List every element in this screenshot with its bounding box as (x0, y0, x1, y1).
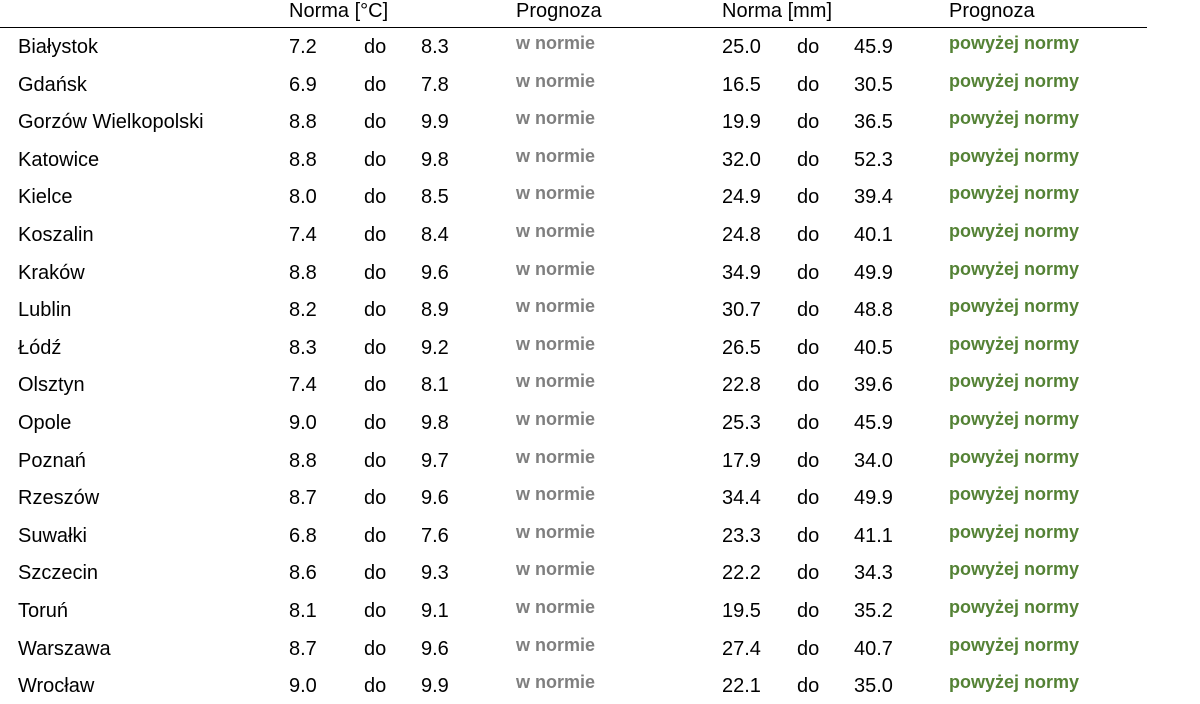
precipitation-forecast-cell: powyżej normy (949, 145, 1080, 166)
temperature-forecast-cell: w normie (516, 33, 596, 53)
precipitation-forecast-cell: powyżej normy (949, 371, 1080, 392)
precipitation-range-separator: do (797, 487, 820, 510)
temperature-range-separator: do (364, 73, 387, 96)
temperature-max-cell: 8.9 (421, 299, 449, 322)
precipitation-range-separator: do (797, 675, 820, 698)
temperature-forecast-cell: w normie (516, 484, 596, 505)
temperature-min-cell: 7.4 (289, 374, 317, 397)
precipitation-range-separator: do (797, 374, 820, 397)
city-cell: Katowice (18, 148, 100, 171)
temperature-range-separator: do (364, 637, 387, 660)
precipitation-min-cell: 22.1 (722, 675, 761, 698)
temperature-forecast-cell: w normie (516, 296, 596, 317)
temperature-range-separator: do (364, 186, 387, 209)
table-row (0, 27, 1200, 65)
temperature-range-separator: do (364, 374, 387, 397)
precipitation-max-cell: 41.1 (854, 524, 893, 547)
temperature-range-separator: do (364, 261, 387, 284)
precipitation-min-cell: 16.5 (722, 73, 761, 96)
temperature-forecast-cell: w normie (516, 108, 596, 129)
temperature-forecast-cell: w normie (516, 408, 596, 429)
precipitation-forecast-cell: powyżej normy (949, 596, 1080, 617)
temperature-range-separator: do (364, 148, 387, 171)
table-row (0, 140, 1200, 178)
precipitation-max-cell: 49.9 (854, 261, 893, 284)
table-row (0, 290, 1200, 328)
precipitation-min-cell: 30.7 (722, 299, 761, 322)
temperature-range-separator: do (364, 299, 387, 322)
precipitation-range-separator: do (797, 186, 820, 209)
city-cell: Lublin (18, 299, 72, 322)
temperature-range-separator: do (364, 449, 387, 472)
temperature-min-cell: 6.9 (289, 73, 317, 96)
header-norma-temperature: Norma [°C] (289, 0, 389, 22)
temperature-forecast-cell: w normie (516, 371, 596, 392)
precipitation-min-cell: 22.8 (722, 374, 761, 397)
temperature-forecast-cell: w normie (516, 596, 596, 617)
precipitation-max-cell: 48.8 (854, 299, 893, 322)
temperature-range-separator: do (364, 111, 387, 134)
precipitation-range-separator: do (797, 148, 820, 171)
temperature-min-cell: 8.7 (289, 487, 317, 510)
temperature-range-separator: do (364, 36, 387, 58)
city-cell: Koszalin (18, 223, 94, 246)
temperature-max-cell: 9.7 (421, 449, 449, 472)
temperature-forecast-cell: w normie (516, 70, 596, 91)
precipitation-max-cell: 30.5 (854, 73, 893, 96)
precipitation-forecast-cell: powyżej normy (949, 70, 1080, 91)
precipitation-max-cell: 52.3 (854, 148, 893, 171)
temperature-min-cell: 8.8 (289, 449, 317, 472)
temperature-max-cell: 9.8 (421, 148, 449, 171)
precipitation-max-cell: 35.2 (854, 599, 893, 622)
precipitation-min-cell: 25.0 (722, 36, 761, 58)
temperature-range-separator: do (364, 524, 387, 547)
city-cell: Gdańsk (18, 73, 87, 96)
table-row (0, 328, 1200, 366)
city-cell: Wrocław (18, 675, 95, 698)
precipitation-max-cell: 45.9 (854, 411, 893, 434)
temperature-forecast-cell: w normie (516, 634, 596, 655)
table-header (0, 0, 1147, 28)
table-row (0, 478, 1200, 516)
precipitation-range-separator: do (797, 637, 820, 660)
precipitation-range-separator: do (797, 111, 820, 134)
precipitation-max-cell: 34.3 (854, 562, 893, 585)
precipitation-range-separator: do (797, 336, 820, 359)
temperature-max-cell: 7.6 (421, 524, 449, 547)
precipitation-max-cell: 39.6 (854, 374, 893, 397)
precipitation-range-separator: do (797, 599, 820, 622)
temperature-forecast-cell: w normie (516, 258, 596, 279)
city-cell: Rzeszów (18, 487, 100, 510)
precipitation-min-cell: 34.9 (722, 261, 761, 284)
precipitation-max-cell: 45.9 (854, 36, 893, 58)
precipitation-min-cell: 26.5 (722, 336, 761, 359)
precipitation-min-cell: 19.9 (722, 111, 761, 134)
precipitation-min-cell: 17.9 (722, 449, 761, 472)
table-body (0, 27, 1200, 704)
temperature-max-cell: 9.2 (421, 336, 449, 359)
city-cell: Suwałki (18, 524, 87, 547)
city-cell: Szczecin (18, 562, 99, 585)
city-cell: Gorzów Wielkopolski (18, 111, 204, 134)
table-row (0, 666, 1200, 704)
city-cell: Kraków (18, 261, 85, 284)
precipitation-min-cell: 24.9 (722, 186, 761, 209)
temperature-forecast-cell: w normie (516, 672, 596, 693)
temperature-min-cell: 8.6 (289, 562, 317, 585)
temperature-min-cell: 8.1 (289, 599, 317, 622)
temperature-range-separator: do (364, 336, 387, 359)
precipitation-max-cell: 40.7 (854, 637, 893, 660)
table-row (0, 365, 1200, 403)
precipitation-range-separator: do (797, 36, 820, 58)
precipitation-min-cell: 32.0 (722, 148, 761, 171)
precipitation-max-cell: 36.5 (854, 111, 893, 134)
precipitation-max-cell: 49.9 (854, 487, 893, 510)
precipitation-forecast-cell: powyżej normy (949, 559, 1080, 580)
precipitation-forecast-cell: powyżej normy (949, 484, 1080, 505)
precipitation-range-separator: do (797, 449, 820, 472)
temperature-max-cell: 9.3 (421, 562, 449, 585)
precipitation-forecast-cell: powyżej normy (949, 108, 1080, 129)
header-prognoza-temperature: Prognoza (516, 0, 602, 22)
table-row (0, 403, 1200, 441)
temperature-range-separator: do (364, 675, 387, 698)
temperature-min-cell: 9.0 (289, 675, 317, 698)
city-cell: Olsztyn (18, 374, 85, 397)
header-prognoza-precipitation: Prognoza (949, 0, 1035, 22)
temperature-min-cell: 8.2 (289, 299, 317, 322)
table-row (0, 591, 1200, 629)
temperature-forecast-cell: w normie (516, 559, 596, 580)
temperature-forecast-cell: w normie (516, 183, 596, 204)
temperature-max-cell: 8.5 (421, 186, 449, 209)
precipitation-max-cell: 35.0 (854, 675, 893, 698)
table-row (0, 553, 1200, 591)
precipitation-forecast-cell: powyżej normy (949, 33, 1080, 53)
temperature-forecast-cell: w normie (516, 333, 596, 354)
temperature-min-cell: 8.8 (289, 111, 317, 134)
precipitation-forecast-cell: powyżej normy (949, 672, 1080, 693)
temperature-forecast-cell: w normie (516, 521, 596, 542)
precipitation-max-cell: 40.1 (854, 223, 893, 246)
temperature-min-cell: 8.8 (289, 261, 317, 284)
table-row (0, 102, 1200, 140)
precipitation-forecast-cell: powyżej normy (949, 258, 1080, 279)
temperature-max-cell: 8.1 (421, 374, 449, 397)
temperature-forecast-cell: w normie (516, 446, 596, 467)
temperature-min-cell: 8.0 (289, 186, 317, 209)
table-row (0, 65, 1200, 103)
city-cell: Białystok (18, 36, 99, 58)
precipitation-forecast-cell: powyżej normy (949, 296, 1080, 317)
temperature-range-separator: do (364, 487, 387, 510)
precipitation-min-cell: 22.2 (722, 562, 761, 585)
table-row (0, 516, 1200, 554)
precipitation-min-cell: 19.5 (722, 599, 761, 622)
city-cell: Łódź (18, 336, 62, 359)
temperature-min-cell: 9.0 (289, 411, 317, 434)
precipitation-range-separator: do (797, 223, 820, 246)
precipitation-range-separator: do (797, 411, 820, 434)
temperature-max-cell: 9.6 (421, 637, 449, 660)
header-norma-precipitation: Norma [mm] (722, 0, 832, 22)
temperature-max-cell: 7.8 (421, 73, 449, 96)
precipitation-min-cell: 24.8 (722, 223, 761, 246)
precipitation-range-separator: do (797, 562, 820, 585)
temperature-max-cell: 9.6 (421, 261, 449, 284)
precipitation-max-cell: 40.5 (854, 336, 893, 359)
temperature-max-cell: 9.9 (421, 111, 449, 134)
precipitation-forecast-cell: powyżej normy (949, 183, 1080, 204)
precipitation-forecast-cell: powyżej normy (949, 446, 1080, 467)
temperature-forecast-cell: w normie (516, 145, 596, 166)
precipitation-forecast-cell: powyżej normy (949, 634, 1080, 655)
precipitation-forecast-cell: powyżej normy (949, 408, 1080, 429)
precipitation-range-separator: do (797, 524, 820, 547)
temperature-min-cell: 8.3 (289, 336, 317, 359)
temperature-min-cell: 6.8 (289, 524, 317, 547)
temperature-forecast-cell: w normie (516, 220, 596, 241)
temperature-max-cell: 9.1 (421, 599, 449, 622)
temperature-min-cell: 8.7 (289, 637, 317, 660)
temperature-range-separator: do (364, 223, 387, 246)
precipitation-range-separator: do (797, 73, 820, 96)
table-row (0, 629, 1200, 667)
city-cell: Toruń (18, 599, 69, 622)
table-row (0, 253, 1200, 291)
temperature-range-separator: do (364, 599, 387, 622)
precipitation-min-cell: 27.4 (722, 637, 761, 660)
temperature-max-cell: 8.4 (421, 223, 449, 246)
table-row (0, 215, 1200, 253)
precipitation-forecast-cell: powyżej normy (949, 333, 1080, 354)
temperature-min-cell: 8.8 (289, 148, 317, 171)
precipitation-forecast-cell: powyżej normy (949, 521, 1080, 542)
precipitation-max-cell: 39.4 (854, 186, 893, 209)
precipitation-range-separator: do (797, 261, 820, 284)
precipitation-min-cell: 23.3 (722, 524, 761, 547)
city-cell: Opole (18, 411, 72, 434)
precipitation-range-separator: do (797, 299, 820, 322)
temperature-range-separator: do (364, 411, 387, 434)
table-row (0, 441, 1200, 479)
temperature-max-cell: 9.9 (421, 675, 449, 698)
temperature-max-cell: 9.8 (421, 411, 449, 434)
city-cell: Kielce (18, 186, 73, 209)
temperature-min-cell: 7.4 (289, 223, 317, 246)
precipitation-forecast-cell: powyżej normy (949, 220, 1080, 241)
precipitation-min-cell: 25.3 (722, 411, 761, 434)
table-row (0, 177, 1200, 215)
temperature-max-cell: 9.6 (421, 487, 449, 510)
precipitation-min-cell: 34.4 (722, 487, 761, 510)
city-cell: Warszawa (18, 637, 111, 660)
precipitation-max-cell: 34.0 (854, 449, 893, 472)
temperature-max-cell: 8.3 (421, 36, 449, 58)
temperature-min-cell: 7.2 (289, 36, 317, 58)
temperature-range-separator: do (364, 562, 387, 585)
city-cell: Poznań (18, 449, 86, 472)
